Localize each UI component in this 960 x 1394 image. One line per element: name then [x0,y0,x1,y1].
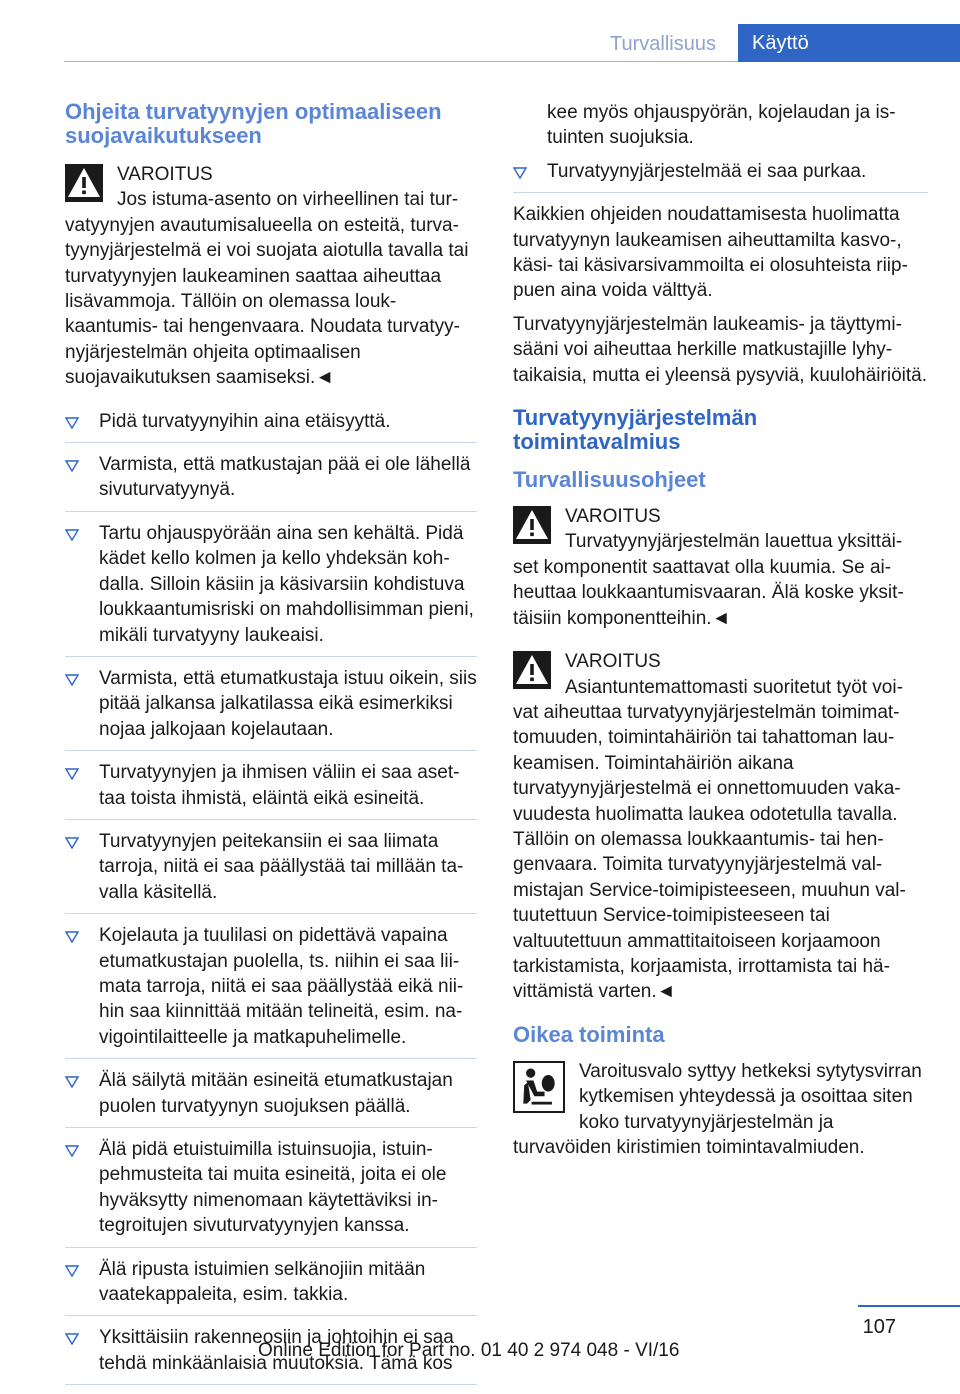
warning-label: VAROITUS [565,651,661,673]
bullet-divider [65,1247,477,1248]
bullet-text: Älä ripusta istuimien selkänojiin mitään vaatekappaleita, esim. takkia. [99,1258,426,1306]
subsection-heading: Turvallisuusohjeet [513,467,706,493]
bullet-triangle-icon [65,1333,79,1345]
warning-first-line: Turvatyynyjärjestelmän lauettua yksittäi- [565,531,903,553]
bullet-divider [65,656,477,657]
airbag-text: Varoitusvalo syttyy hetkeksi sytytysvirran kytkemisen yhteydessä ja osoittaa siten koko turvatyynyjärjestelmän ja [579,1060,922,1133]
section-heading: Ohjeita turvatyynyjen optimaaliseen suojavaikutukseen [65,99,442,148]
bullet-divider [513,192,928,193]
bullet-divider [65,1058,477,1059]
bullet-divider [65,1127,477,1128]
bullet-text: Varmista, että etumatkustaja istuu oikein, siis pitää jalkansa jalkatilassa eikä esimerkiksi nojaa jalkojaan kojelautaan. [99,667,477,740]
bullet-item [65,452,477,503]
bullet-triangle-icon [65,1076,79,1088]
bullet-divider [65,750,477,751]
bullet-triangle-icon [65,1145,79,1157]
bullet-triangle-icon [65,460,79,472]
warning-block [513,504,928,631]
bullet-triangle-icon [513,167,527,179]
bullet-text: Tartu ohjauspyörään aina sen kehältä. Pidä kädet kello kolmen ja kello yhdeksän kohdalla. Silloin käsiin ja käsivarsiin kohdistuva loukkaantumisriski on mahdollisimman pieni, mikäli turvatyyny laukeaisi. [99,522,474,646]
warning-triangle-icon [513,506,551,544]
subsection-heading: Oikea toiminta [513,1021,665,1047]
bullet-item [65,521,477,648]
warning-label: VAROITUS [117,164,213,185]
warning-text: vatyynyjen avautumisalueella on esteitä, turvatyynyjärjestelmä ei voi suojata aiotulla tavalla tai turvatyynyjen laukeaminen saattaa aiheuttaa lisävammoja. Tällöin on olemassa loukkaantumis- tai hengenvaara. Noudata turvatyynyjärjestelmän ohjeita optimaalisen suojavaikutuksen saamiseksi.◄ [65,214,469,389]
warning-label: VAROITUS [565,506,661,528]
warning-triangle-icon [65,164,103,202]
bullet-text: Älä säilytä mitään esineitä etumatkustajan puolen turvatyynyn suojuksen päällä. [99,1070,453,1117]
bullet-divider [65,442,477,443]
right-column [513,100,928,1160]
warning-block [65,162,477,391]
bullet-triangle-icon [65,674,79,686]
warning-text: set komponentit saattavat olla kuumia. Se aiheuttaa loukkaantumisvaaran. Älä koske yksittäisiin komponentteihin.◄ [513,556,904,629]
bullet-text: Yksittäisiin rakenneosiin ja johtoihin ei saa tehdä minkäänlaisia muutoksia. Tämä kos [99,1327,454,1374]
warning-first-line: Asiantuntemattomasti suoritetut työt voi- [565,676,903,698]
bullet-item [65,1257,477,1308]
warning-text: vat aiheuttaa turvatyynyjärjestelmän toimimattomuuden, toimintahäiriön tai tahattoman laukeamisen. Toimintahäiriön aikana turvatyynyjärjestelmä ei onnettomuuden vakavuudesta huolimatta laukea odotetulla tavalla. Tällöin on olemassa loukkaantumis- tai hengenvaara. Toimita turvatyynyjärjestelmä valmistajan Service-toimipisteeseen, muuhun valtuutettuun Service-toimipisteeseen tai valtuutettuun ammattitaitoiseen korjaamoon tarkistamista, korjaamista, irrottamista tai hävittämistä varten.◄ [513,701,906,1003]
paragraph: Kaikkien ohjeiden noudattamisesta huolimatta turvatyynyn laukeamisen aiheuttamilta kasvo-, käsi- tai käsivarsivammoilta ei olosuhteista riippuen aina voida välttyä. [513,204,908,302]
bullet-triangle-icon [65,417,79,429]
bullet-text: Turvatyynyjen peitekansiin ei saa liimata tarroja, niitä ei saa päällystää tai millään tavalla käsitellä. [99,830,464,903]
bullet-divider [65,1384,477,1385]
bullet-list [65,409,477,1386]
bullet-triangle-icon [65,837,79,849]
bullet-triangle-icon [65,768,79,780]
section-heading: Turvatyynyjärjestelmän toimintavalmius [513,405,758,455]
warning-block [513,649,928,1005]
footer-rule [858,1305,960,1307]
bullet-text: Turvatyynyjärjestelmää ei saa purkaa. [547,160,867,182]
page-number: 107 [862,1316,896,1338]
bullet-divider [65,511,477,512]
bullet-divider [65,819,477,820]
warning-triangle-icon [513,651,551,689]
bullet-item [65,1137,477,1239]
bullet-item [65,1068,477,1119]
bullet-continuation: kee myös ohjauspyörän, kojelaudan ja istuinten suojuksia. [547,102,896,149]
airbag-indicator-block [513,1059,928,1135]
bullet-item [65,666,477,742]
warning-first-line: Jos istuma-asento on virheellinen tai tur- [117,189,459,211]
airbag-text-end: turvavöiden kiristimien toimintavalmiuden. [513,1137,865,1158]
bullet-item [65,409,477,434]
bullet-text: Älä pidä etuistuimilla istuinsuojia, istuinpehmusteita tai muita esineitä, joita ei ole hyväksytty nimenomaan käytettäviksi integroitujen sivuturvatyynyjen kanssa. [99,1139,447,1237]
airbag-warning-icon [513,1061,565,1113]
bullet-item [65,829,477,905]
bullet-triangle-icon [65,529,79,541]
bullet-triangle-icon [65,1265,79,1277]
header-section-tab[interactable]: Turvallisuus [610,33,716,55]
bullet-text: Varmista, että matkustajan pää ei ole lähellä sivuturvatyynyä. [99,454,471,501]
paragraph: Turvatyynyjärjestelmän laukeamis- ja täyttymisääni voi aiheuttaa herkille matkustajille lyhytaikaisia, mutta ei yleensä pysyviä, kuulohäiriöitä. [513,313,927,386]
bullet-text: Pidä turvatyynyihin aina etäisyyttä. [99,410,391,432]
bullet-item [65,760,477,811]
bullet-text: Turvatyynyjen ja ihmisen väliin ei saa asettaa toista ihmistä, eläintä eikä esineitä. [99,762,460,809]
bullet-item [65,923,477,1050]
edition-note: Online Edition for Part no. 01 40 2 974 048 - VI/16 [258,1340,680,1361]
bullet-item [513,159,928,184]
bullet-divider [65,1315,477,1316]
bullet-divider [65,913,477,914]
bullet-list-right [513,159,928,193]
header-chapter-tab[interactable]: Käyttö [738,24,960,62]
bullet-triangle-icon [65,931,79,943]
left-column [65,100,477,1394]
bullet-text: Kojelauta ja tuulilasi on pidettävä vapaina etumatkustajan puolella, ts. niihin ei saa liimata tarroja, niitä ei saa päällystää eikä niihin saa kiinnittää mitään telineitä, esim. navigointilaitteelle ja matkapuhelimelle. [99,925,464,1048]
